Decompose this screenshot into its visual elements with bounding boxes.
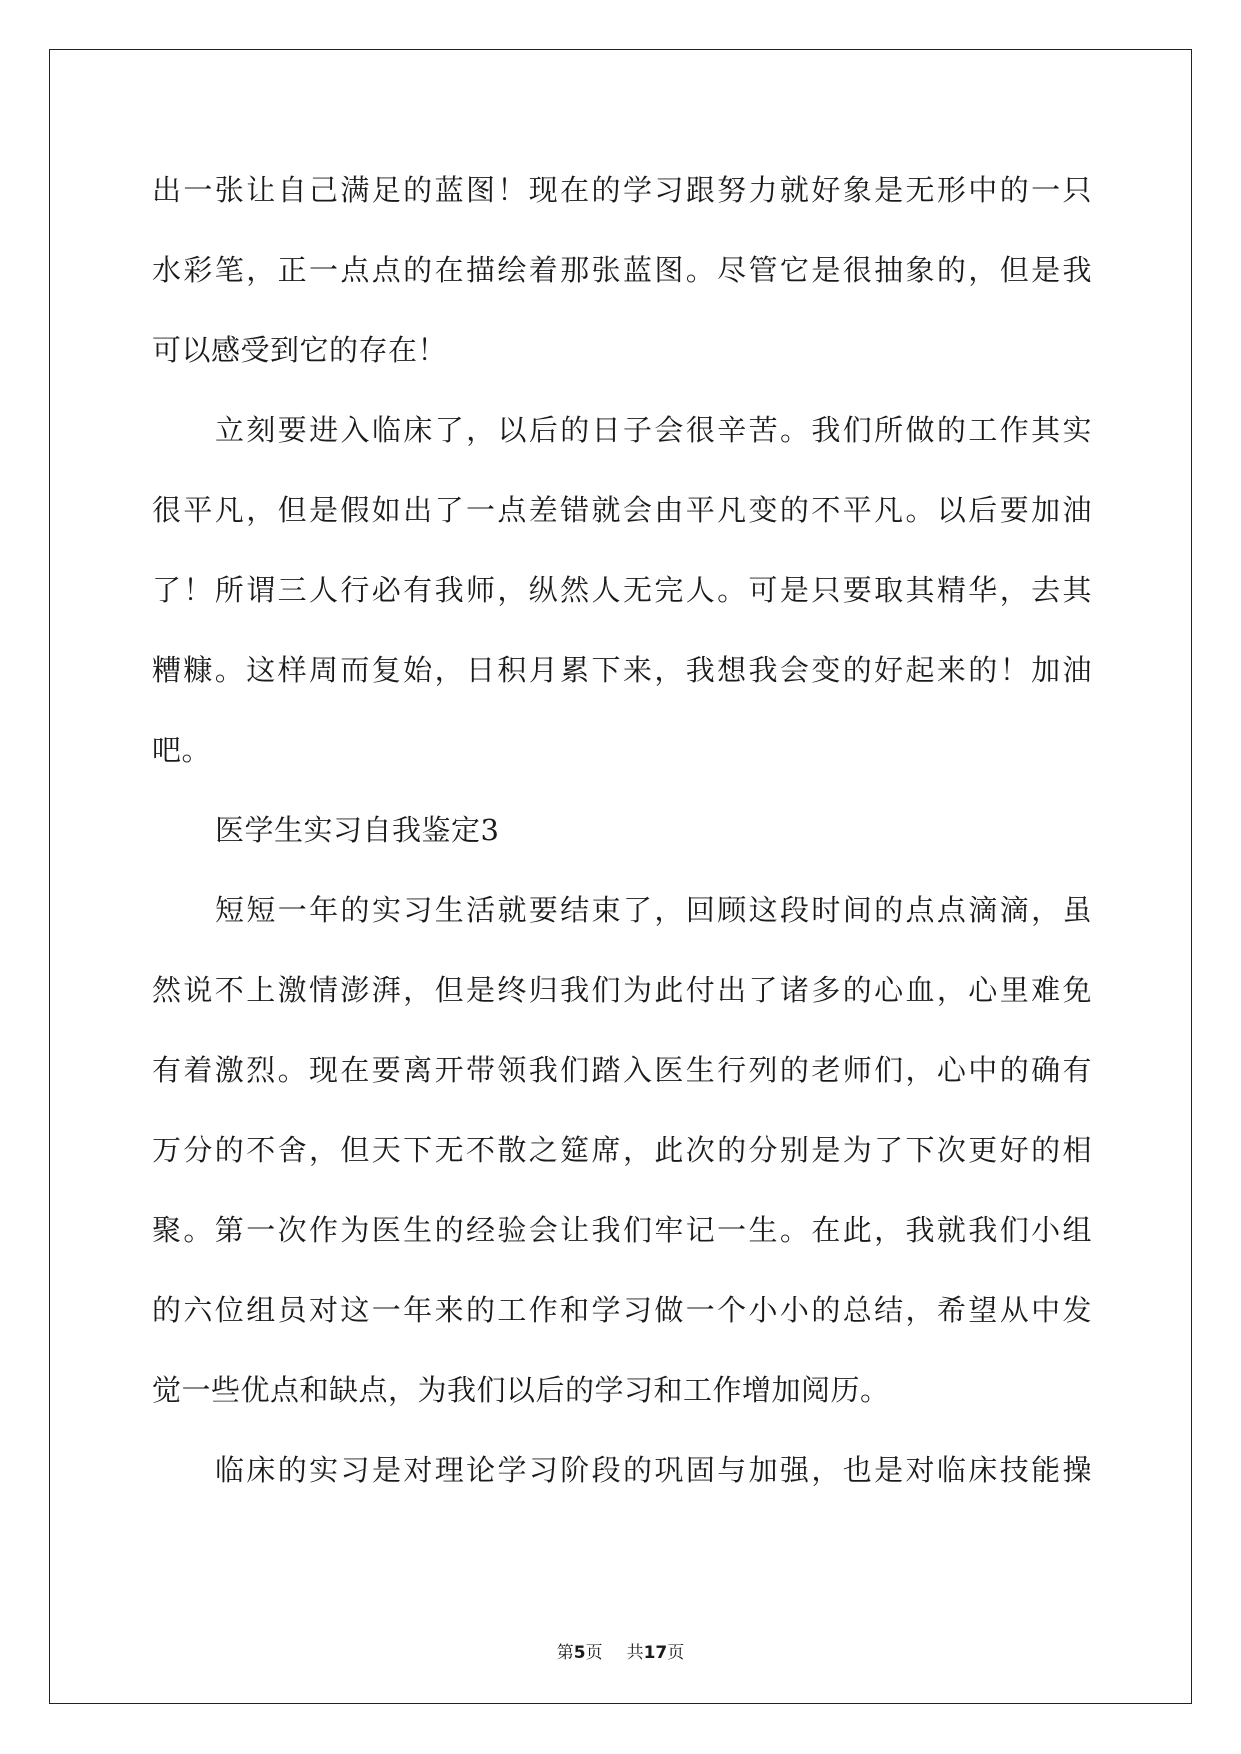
total-pages: 17 [643,1643,668,1663]
document-body [152,150,1092,1510]
page-prefix: 第 [556,1643,574,1663]
text-line: 有着激烈。现在要离开带领我们踏入医生行列的老师们，心中的确有 [152,1053,1092,1087]
text-line: 觉一些优点和缺点，为我们以后的学习和工作增加阅历。 [152,1373,890,1407]
text-line: 糟糠。这样周而复始，日积月累下来，我想我会变的好起来的！加油 [152,653,1092,687]
page-suffix: 页 [585,1643,603,1663]
text-line: 可以感受到它的存在！ [152,333,448,367]
page-footer [0,1638,1241,1663]
text-line: 临床的实习是对理论学习阶段的巩固与加强，也是对临床技能操 [215,1453,1092,1487]
text-line: 的六位组员对这一年来的工作和学习做一个小小的总结，希望从中发 [152,1293,1092,1327]
text-line: 聚。第一次作为医生的经验会让我们牢记一生。在此，我就我们小组 [152,1213,1092,1247]
text-line: 出一张让自己满足的蓝图！现在的学习跟努力就好象是无形中的一只 [152,173,1092,207]
text-line: 吧。 [152,733,212,767]
text-line: 短短一年的实习生活就要结束了，回顾这段时间的点点滴滴，虽 [215,893,1092,927]
total-prefix: 共 [626,1643,644,1663]
text-line: 立刻要进入临床了，以后的日子会很辛苦。我们所做的工作其实 [215,413,1092,447]
total-suffix: 页 [667,1643,685,1663]
text-line: 了！所谓三人行必有我师，纵然人无完人。可是只要取其精华，去其 [152,573,1092,607]
text-line: 然说不上激情澎湃，但是终归我们为此付出了诸多的心血，心里难免 [152,973,1092,1007]
section-heading: 医学生实习自我鉴定3 [215,813,500,847]
page-number: 5 [573,1643,586,1663]
text-line: 很平凡，但是假如出了一点差错就会由平凡变的不平凡。以后要加油 [152,493,1092,527]
text-line: 水彩笔，正一点点的在描绘着那张蓝图。尽管它是很抽象的，但是我 [152,253,1092,287]
text-line: 万分的不舍，但天下无不散之筵席，此次的分别是为了下次更好的相 [152,1133,1092,1167]
